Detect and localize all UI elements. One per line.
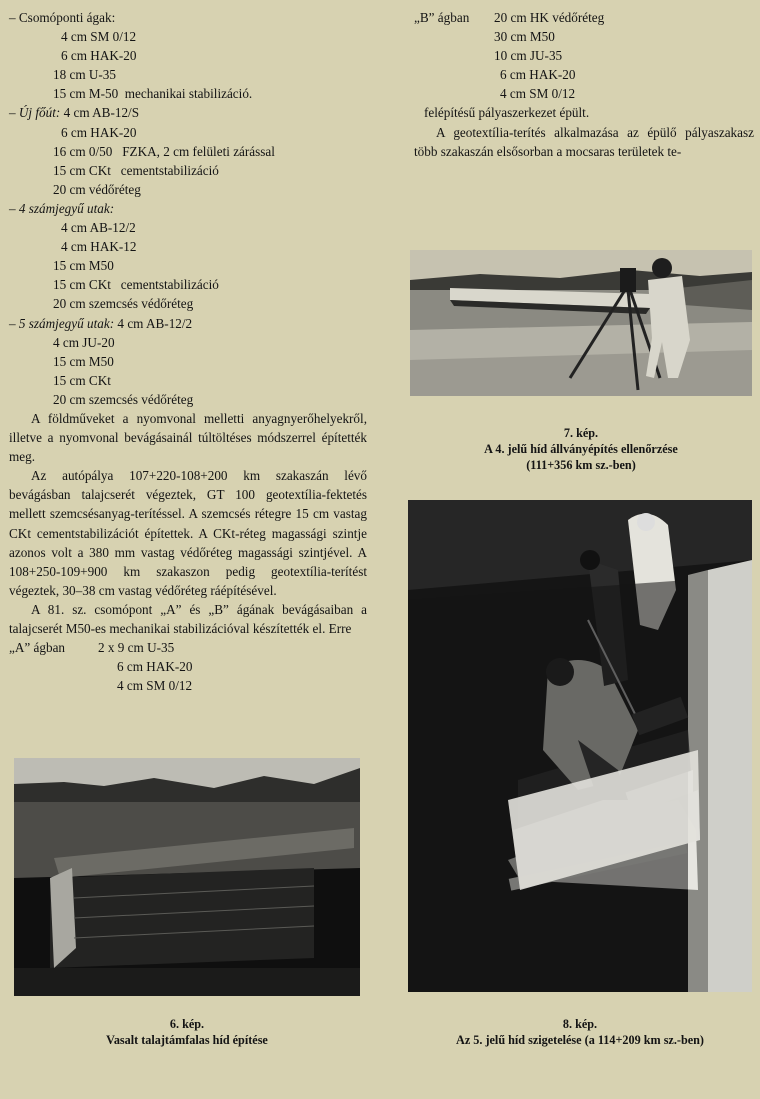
branch-label: „B” ágban xyxy=(414,10,470,25)
layer-item: 15 cm CKt cementstabilizáció xyxy=(53,162,219,178)
paragraph: Az autópálya 107+220-108+200 km szakaszán lévő bevágásban talajcserét végeztek, GT 100 geotextília-fektetés mellett szemcsésanyag-terítéssel. A szemcsés rétegre 15 cm vastag CKt cementstabilizációt építettek. A CKt-réteg magassági szintje azonos volt a 380 mm vastag védőréteg magassági szintjével. A 108+250-109+900 km szakaszon pedig geotextília-terítést végeztek, 30–38 cm vastag védőréteg ráépítésével. xyxy=(9,468,367,598)
layer-item: 15 cm M50 xyxy=(53,258,114,274)
layer-item: 4 cm SM 0/12 xyxy=(500,86,576,102)
figure-6-caption xyxy=(14,1016,360,1048)
layer-item: 4 cm JU-20 xyxy=(53,334,115,350)
branch-a-list xyxy=(9,638,367,695)
branch-label: „A” ágban xyxy=(9,640,66,656)
figure-number: 7. kép. xyxy=(563,426,599,440)
layer-item: 15 cm CKt xyxy=(53,372,111,388)
body-text xyxy=(9,409,367,638)
layer-item: 4 cm SM 0/12 xyxy=(117,678,193,694)
layer-item: 6 cm HAK-20 xyxy=(117,659,193,675)
branch-a-row xyxy=(9,638,367,657)
layer-item: 4 cm AB-12/2 xyxy=(61,220,136,236)
layer-item: 6 cm HAK-20 xyxy=(61,124,137,140)
photo-reinforced-soil-wall-bridge xyxy=(14,758,360,996)
figure-subtitle: (111+356 km sz.-ben) xyxy=(526,458,636,472)
paragraph: A geotextília-terítés alkalmazása az épülő pályaszakasz több szakaszán elsősorban a mocsaras területek te- xyxy=(414,124,754,159)
figure-title: Az 5. jelű híd szigetelése (a 114+209 km sz.-ben) xyxy=(456,1033,704,1047)
layer-item: 10 cm JU-35 xyxy=(494,48,563,64)
branch-b-row xyxy=(414,8,754,27)
layer-item: 6 cm HAK-20 xyxy=(61,48,137,64)
figure-number: 8. kép. xyxy=(562,1017,598,1031)
figure-title: A 4. jelű híd állványépítés ellenőrzése xyxy=(484,442,678,456)
photo-bridge-waterproofing xyxy=(408,500,752,992)
layer-item: 2 x 9 cm U-35 xyxy=(98,640,175,656)
figure-7-caption xyxy=(414,425,748,473)
figure-number: 6. kép. xyxy=(169,1017,205,1031)
layer-item: 20 cm HK védőréteg xyxy=(494,10,605,25)
layer-item: 20 cm szemcsés védőréteg xyxy=(53,391,194,407)
spec-list xyxy=(9,314,367,409)
right-column xyxy=(414,8,754,161)
layer-item: 15 cm M-50 mechanikai stabilizáció. xyxy=(53,86,253,102)
list-heading: – Új főút: 4 cm AB-12/S xyxy=(9,105,140,121)
layer-item: 4 cm HAK-12 xyxy=(61,239,137,255)
spec-list xyxy=(9,199,367,314)
photo-surveyor-bridge-scaffolding xyxy=(410,250,752,396)
spec-list xyxy=(9,103,367,198)
paragraph: A 81. sz. csomópont „A” és „B” ágának bevágásaiban a talajcserét M50-es mechanikai stabilizációval készítették el. Erre xyxy=(9,601,367,636)
layer-item: 18 cm U-35 xyxy=(53,67,116,83)
list-heading: – 4 számjegyű utak: xyxy=(9,200,115,216)
paragraph: felépítésű pályaszerkezet épült. xyxy=(424,105,590,121)
layer-item: 6 cm HAK-20 xyxy=(500,67,576,83)
layer-item: 30 cm M50 xyxy=(494,29,555,45)
layer-item: 15 cm CKt cementstabilizáció xyxy=(53,277,219,293)
paragraph: A földműveket a nyomvonal melletti anyagnyerőhelyekről, illetve a nyomvonal bevágásainál túltöltéses módszerrel építették meg. xyxy=(9,410,367,465)
layer-item: 16 cm 0/50 FZKA, 2 cm felületi zárással xyxy=(53,143,275,159)
figure-title: Vasalt talajtámfalas híd építése xyxy=(106,1033,268,1047)
list-heading: – 5 számjegyű utak: 4 cm AB-12/2 xyxy=(9,315,193,331)
spec-list xyxy=(9,8,367,103)
body-text xyxy=(414,103,754,160)
layer-item: 20 cm szemcsés védőréteg xyxy=(53,296,194,312)
figure-8-caption xyxy=(408,1016,752,1048)
layer-item: 15 cm M50 xyxy=(53,353,114,369)
layer-item: 20 cm védőréteg xyxy=(53,181,141,197)
branch-b-list xyxy=(414,8,754,103)
left-column xyxy=(9,8,367,695)
list-heading: – Csomóponti ágak: xyxy=(9,10,116,25)
layer-item: 4 cm SM 0/12 xyxy=(61,29,137,45)
